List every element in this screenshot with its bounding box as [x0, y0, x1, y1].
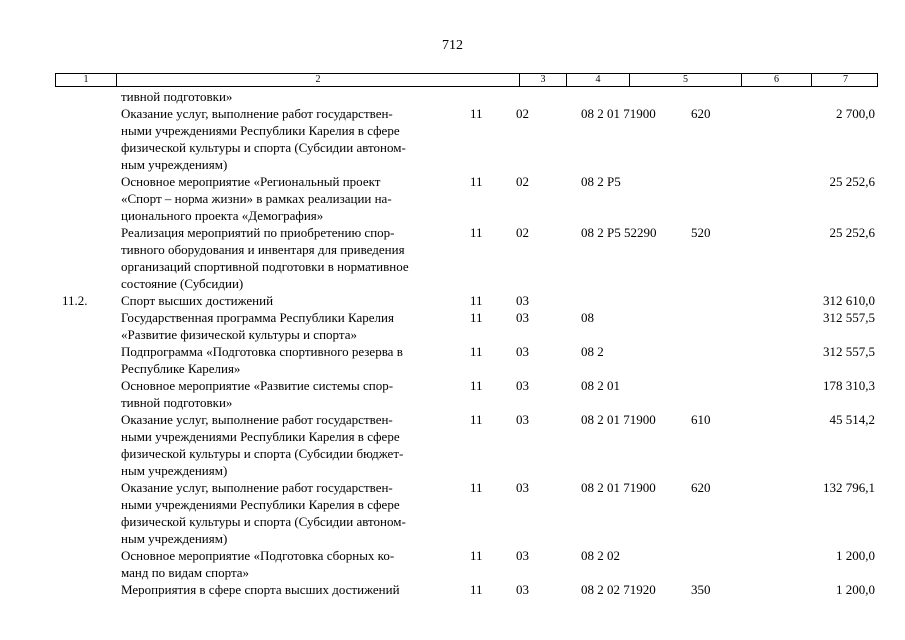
column-header-5: 5 [630, 74, 742, 86]
row-subsection-code: 02 [516, 225, 529, 240]
column-header-4: 4 [567, 74, 630, 86]
row-amount: 25 252,6 [829, 174, 875, 189]
table-row [0, 88, 905, 105]
table-row [0, 224, 905, 292]
row-subsection-code: 03 [516, 480, 529, 495]
row-description: Оказание услуг, выполнение работ государствен- ными учреждениями Республики Карелия в сфере физической культуры и спорта (Субсидии автоном- ным учреждениям) [121, 480, 406, 546]
row-subsection-code: 03 [516, 344, 529, 359]
column-header-1: 1 [56, 74, 117, 86]
row-description: тивной подготовки» [121, 89, 233, 104]
row-subsection-code: 03 [516, 378, 529, 393]
row-amount: 132 796,1 [823, 480, 875, 495]
row-number: 11.2. [62, 293, 88, 308]
row-expense-type-code: 350 [691, 582, 711, 597]
table-row [0, 105, 905, 173]
row-target-article-code: 08 [581, 310, 594, 325]
row-target-article-code: 08 2 P5 52290 [581, 225, 657, 240]
table-row [0, 173, 905, 224]
row-description: Основное мероприятие «Подготовка сборных ко- манд по видам спорта» [121, 548, 395, 580]
row-expense-type-code: 610 [691, 412, 711, 427]
row-expense-type-code: 620 [691, 480, 711, 495]
row-subsection-code: 03 [516, 310, 529, 325]
row-target-article-code: 08 2 [581, 344, 604, 359]
row-amount: 312 610,0 [823, 293, 875, 308]
row-description: Мероприятия в сфере спорта высших достижений [121, 582, 400, 597]
row-section-code: 11 [470, 310, 483, 325]
row-section-code: 11 [470, 174, 483, 189]
row-section-code: 11 [470, 412, 483, 427]
row-description: Реализация мероприятий по приобретению спор- тивного оборудования и инвентаря для приведения организаций спортивной подготовки в нормативное состояние (Субсидии) [121, 225, 409, 291]
budget-table-body [0, 88, 905, 598]
row-subsection-code: 02 [516, 174, 529, 189]
row-section-code: 11 [470, 106, 483, 121]
row-description: Государственная программа Республики Карелия «Развитие физической культуры и спорта» [121, 310, 394, 342]
row-target-article-code: 08 2 01 71900 [581, 412, 656, 427]
row-description: Основное мероприятие «Региональный проект «Спорт – норма жизни» в рамках реализации на- ционального проекта «Демография» [121, 174, 392, 223]
row-subsection-code: 02 [516, 106, 529, 121]
row-amount: 1 200,0 [836, 548, 875, 563]
row-section-code: 11 [470, 582, 483, 597]
row-description: Основное мероприятие «Развитие системы спор- тивной подготовки» [121, 378, 394, 410]
row-amount: 1 200,0 [836, 582, 875, 597]
row-target-article-code: 08 2 01 71900 [581, 106, 656, 121]
row-target-article-code: 08 2 P5 [581, 174, 621, 189]
table-row [0, 547, 905, 581]
row-amount: 312 557,5 [823, 344, 875, 359]
column-header-2: 2 [117, 74, 520, 86]
row-description: Подпрограмма «Подготовка спортивного резерва в Республике Карелия» [121, 344, 403, 376]
row-section-code: 11 [470, 225, 483, 240]
row-description: Оказание услуг, выполнение работ государствен- ными учреждениями Республики Карелия в сфере физической культуры и спорта (Субсидии автоном- ным учреждениям) [121, 106, 406, 172]
row-section-code: 11 [470, 378, 483, 393]
row-description: Спорт высших достижений [121, 293, 274, 308]
row-target-article-code: 08 2 02 71920 [581, 582, 656, 597]
row-amount: 312 557,5 [823, 310, 875, 325]
table-row [0, 343, 905, 377]
table-row [0, 377, 905, 411]
table-row [0, 292, 905, 309]
row-description: Оказание услуг, выполнение работ государствен- ными учреждениями Республики Карелия в сфере физической культуры и спорта (Субсидии бюджет- ным учреждениям) [121, 412, 404, 478]
row-target-article-code: 08 2 02 [581, 548, 620, 563]
row-target-article-code: 08 2 01 [581, 378, 620, 393]
table-row [0, 411, 905, 479]
row-subsection-code: 03 [516, 582, 529, 597]
row-amount: 45 514,2 [829, 412, 875, 427]
table-row [0, 479, 905, 547]
column-header-3: 3 [520, 74, 567, 86]
table-row [0, 309, 905, 343]
row-subsection-code: 03 [516, 548, 529, 563]
column-header-7: 7 [843, 74, 848, 85]
row-amount: 2 700,0 [836, 106, 875, 121]
row-subsection-code: 03 [516, 293, 529, 308]
table-column-header-row [55, 73, 878, 87]
row-subsection-code: 03 [516, 412, 529, 427]
row-expense-type-code: 520 [691, 225, 711, 240]
row-section-code: 11 [470, 293, 483, 308]
table-row [0, 581, 905, 598]
row-section-code: 11 [470, 548, 483, 563]
row-amount: 25 252,6 [829, 225, 875, 240]
row-expense-type-code: 620 [691, 106, 711, 121]
row-amount: 178 310,3 [823, 378, 875, 393]
page-number: 712 [442, 38, 463, 53]
column-header-6: 6 [742, 74, 812, 86]
row-section-code: 11 [470, 480, 483, 495]
row-section-code: 11 [470, 344, 483, 359]
row-target-article-code: 08 2 01 71900 [581, 480, 656, 495]
